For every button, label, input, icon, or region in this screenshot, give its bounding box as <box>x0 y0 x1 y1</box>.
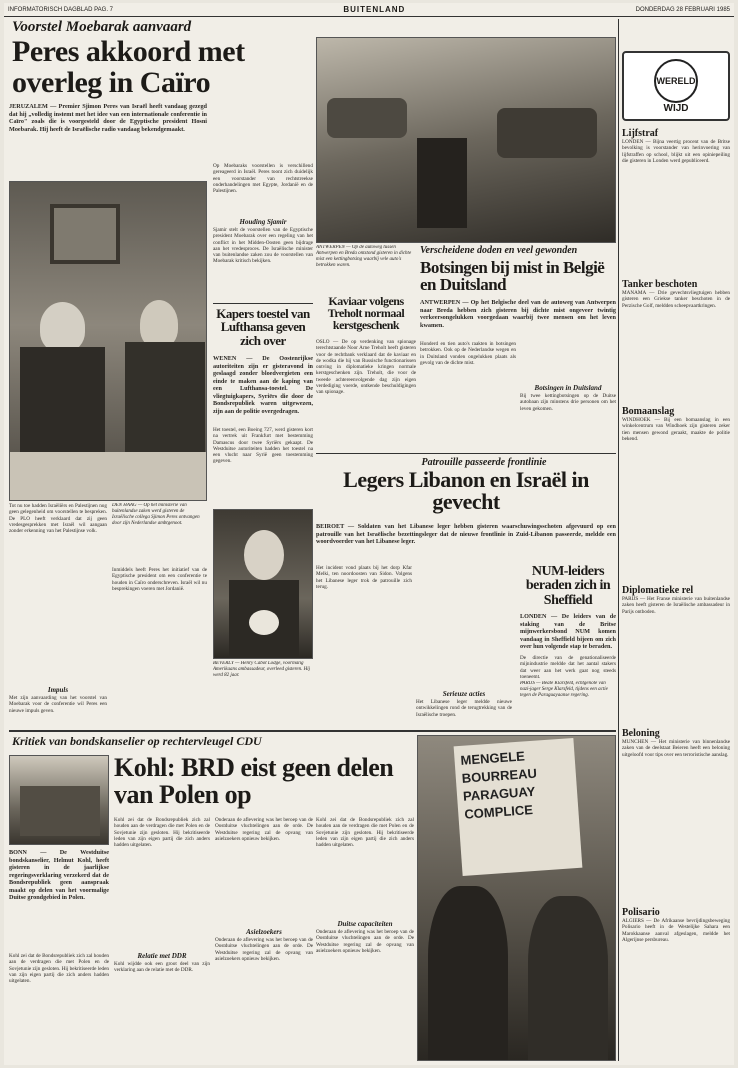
num-lead: LONDEN — De leiders van de staking van de Britse mijnwerkersbond NUM komen vandaag in Sheffield bijeen om zich over hun volgende stap te beraden. <box>520 613 616 650</box>
sidebar-news <box>622 125 730 1061</box>
peres-subhead-impuls: Impuls <box>47 686 69 694</box>
lodge-photo <box>213 509 313 659</box>
sidebar-item-text: LONDEN — Bijna veertig procent van de Britse bevolking is voorstander van herinvoering van lijfstraffen op school, blijkt uit een opiniepeiling die gisteren in Londen werd gepubliceerd. <box>622 139 730 164</box>
peres-lead: JERUZALEM — Premier Sjimon Peres van Israël heeft vandaag gezegd dat hij „volledig instemt met het idee van een internationale conferentie in Caïro" zoals die is voorgesteld door de Egyptische president Hosni Moebarak. Hij heeft de Israëlische radio vandaag bekendgemaakt. <box>9 103 207 133</box>
person-figure <box>417 138 467 228</box>
crash-photo <box>316 37 616 243</box>
kaviaar-body: OSLO — De op verdenking van spionage terechtstaande Noor Arne Treholt heeft gisteren voor de rechtbank verklaard dat de kaviaar en de wodka die hij van Russische functionarissen ontving in diplomatieke kringen normale kerstgeschenken zijn. Treholt, die voor de tweede achtereenvolgende dag zijn eigen verdediging voerde, ontkende beschuldigingen van spionage. <box>316 339 416 396</box>
sign-line: MENGELE <box>460 748 526 768</box>
sidebar-item <box>622 128 730 276</box>
kohl-headline: Kohl: BRD eist geen delen van Polen op <box>114 753 394 809</box>
kohl-body-col4: Kohl zei dat de Bondsrepubliek zich zal houden aan de verdragen die met Polen en de Sovjetunie zijn gesloten. Hij bekritiseerde leden van zijn eigen partij die zich anders hadden uitgelaten. <box>316 817 414 849</box>
person-body <box>20 347 105 457</box>
botsingen-subhead: Botsingen in Duitsland <box>534 384 602 392</box>
libanon-headline: Legers Libanon en Israël in gevecht <box>343 467 589 515</box>
sidebar-item <box>622 279 730 403</box>
peres-subhead: Houding Sjamir <box>239 218 287 226</box>
car <box>327 98 407 138</box>
sign-line: BOURREAU <box>461 765 538 786</box>
car <box>497 108 597 158</box>
lodge-caption: BEVERLY — Henry Cabot Lodge, voormalig Amerikaans ambassadeur, overleed gisteren. Hij werd 82 jaar. <box>213 661 311 678</box>
peres-body-col2c: Inmiddels heeft Peres het initiatief van de Egyptische president om een conferentie te houden in Caïro onderschreven. Israël wil nu besprekingen voeren met Jordanië. <box>112 567 207 592</box>
kapers-lead: WENEN — De Oostenrijkse autoriteiten zijn er gisteravond in geslaagd zonder bloedvergieten een einde te maken aan de kaping van een Lufthansa-toestel. De vliegtuigkapers, Syriërs die door de Bondsrepubliek waren uitgewezen, zijn aan de politie overgedragen. <box>213 355 313 415</box>
libanon-kicker: Patrouille passeerde frontlinie <box>421 457 547 468</box>
botsingen-body2: Bij twee kettingbotsingen op de Duitse autobaan zijn minstens drie personen om het leven gekomen. <box>520 393 616 412</box>
sidebar-item <box>622 406 730 582</box>
logo-bottom-text: WIJD <box>663 102 689 114</box>
running-head <box>4 3 734 17</box>
num-headline: NUM-leiders beraden zich in Sheffield <box>525 564 611 608</box>
running-head-left: INFORMATORISCH DAGBLAD PAG. 7 <box>8 6 114 13</box>
person-head <box>140 300 178 348</box>
sign-line: COMPLICE <box>463 801 534 822</box>
newspaper-page <box>4 3 734 1065</box>
botsingen-kicker: Verscheidene doden en veel gewonden <box>420 245 578 256</box>
sidebar-item-title: Lijfstraf <box>622 128 659 139</box>
botsingen-lead: ANTWERPEN — Op het Belgische deel van de autoweg van Antwerpen naar Breda hebben zich gisteren bij dichte mist ongeveer twintig verkeersongelukken voorgedaan waarbij twee mensen om het leven kwamen. <box>420 299 616 329</box>
running-head-date: DONDERDAG 28 FEBRUARI 1985 <box>635 6 730 13</box>
libanon-subhead: Serieuze acties <box>442 690 486 698</box>
botsingen-body: Honderd en tien auto's raakten in botsingen betrokken. Ook op de Nederlandse wegen en in Duitsland vonden ongelukken plaats als gevolg van de dichte mist. <box>420 341 516 366</box>
kohl-body: Kohl zei dat de Bondsrepubliek zich zal houden aan de verdragen die met Polen en de Sovjetunie zijn gesloten. Hij bekritiseerde leden van zijn eigen partij die zich anders hadden uitgelaten. <box>9 953 109 985</box>
kohl-body2: Kohl wijdde ook een groot deel van zijn verklaring aan de relatie met de DDR. <box>114 961 210 974</box>
sidebar-item-title: Tanker beschoten <box>622 279 698 290</box>
painting-frame <box>50 204 120 264</box>
sidebar-item-title: Polisario <box>622 907 660 918</box>
building <box>20 786 100 836</box>
sidebar-item <box>622 585 730 725</box>
peres-photo <box>9 181 207 501</box>
kohl-body4: Onderaan de aflevering was het beroep van de Oostduitse vluchtelingen aan de orde. De Westduitse regering zal de opvang van asielzoekers opnieuw bekijken. <box>316 929 414 954</box>
kohl-subhead-capaciteit: Duitse capaciteiten <box>337 920 393 928</box>
kohl-body-col2: Kohl zei dat de Bondsrepubliek zich zal houden aan de verdragen die met Polen en de Sovjetunie zijn gesloten. Hij bekritiseerde leden van zijn eigen partij die zich anders hadden uitgelaten. <box>114 817 210 849</box>
sidebar-item <box>622 907 730 1061</box>
person-figure <box>528 896 608 1061</box>
sidebar-item-title: Bomaanslag <box>622 406 675 417</box>
building-photo <box>9 755 109 845</box>
sidebar-item-text: MANAMA — Drie gevechtsvliegtuigen hebben gisteren een Griekse tanker beschoten in de Perzische Golf, meldden scheepvaartkringen. <box>622 290 730 309</box>
peres-headline: Peres akkoord met overleg in Caïro <box>12 35 245 99</box>
num-body: De directie van de genationaliseerde mijnindustrie meldde dat het aantal stakers dat weer aan het werk gaat nog steeds toeneemt. <box>520 655 616 680</box>
kohl-kicker: Kritiek van bondskanselier op rechtervleugel CDU <box>12 734 262 748</box>
sidebar-item-text: MÜNCHEN — Het ministerie van binnenlandse zaken van de deelstaat Beieren heeft een beloning uitgeloofd voor tips over een terroristische aanslag. <box>622 739 730 758</box>
botsingen-headline: Botsingen bij mist in België en Duitsland <box>420 258 605 295</box>
kohl-lead: BONN — De Westduitse bondskanselier, Helmut Kohl, heeft gisteren in de jaarlijkse regeringsverklaring verzekerd dat de Bondsrepubliek geen aanspraak maakt op delen van het voormalige Duitse grondgebied in Polen. <box>9 849 109 901</box>
sidebar-item-text: ALGIERS — De Afrikaanse bevrijdingsbeweging Polisario heeft in de Westelijke Sahara een Marokkaanse aanval afgeslagen, meldde het Algerijnse persbureau. <box>622 918 730 943</box>
sidebar-item-title: Beloning <box>622 728 660 739</box>
num-caption: PARIJS — Beate Klarsfeld, echtgenote van nazi-jager Serge Klarsfeld, tijdens een actie tegen de Paraguayaanse regering. <box>520 681 616 727</box>
sign-line: PARAGUAY <box>462 783 536 804</box>
globe-icon <box>654 59 698 103</box>
cat <box>249 610 279 635</box>
peres-body-col2b: Sjamir stelt de voorstellen van de Egyptische president Moebarak over een regeling van het conflict in het Midden-Oosten geen bijdrage aan het vredesproces. De Israëlische minister van buitenlandse zaken zou de voorstellen van Moebarak kritisch bekijken. <box>213 227 313 265</box>
kohl-subhead-asiel: Asielzoekers <box>246 928 282 936</box>
libanon-body: Het incident vond plaats bij het dorp Kfar Melki, ten noordoosten van Sidon. Volgens het Libanese leger trok de patrouille zich terug. <box>316 565 412 590</box>
protest-sign <box>454 738 583 876</box>
person-head <box>40 302 85 352</box>
kohl-body3: Onderaan de aflevering was het beroep van de Oostduitse vluchtelingen aan de orde. De Westduitse regering zal de opvang van asielzoekers opnieuw bekijken. <box>215 937 313 962</box>
peres-kicker: Voorstel Moebarak aanvaard <box>12 19 192 35</box>
person-head <box>244 530 284 580</box>
kapers-body: Het toestel, een Boeing 727, werd gisteren kort na vertrek uit Frankfurt met bestemming Damascus door twee Syriërs gekaapt. De Westduitse autoriteiten hadden het toestel na een vlucht naar Syrië geen toestemming gegeven. <box>213 427 313 465</box>
peres-body-col1b: Met zijn aanvaarding van het voorstel van Moebarak voor de conferentie wil Peres een nieuwe impuls geven. <box>9 695 107 714</box>
kohl-body-col3: Onderaan de aflevering was het beroep van de Oostduitse vluchtelingen aan de orde. De Westduitse regering zal de opvang van asielzoekers opnieuw bekijken. <box>215 817 313 842</box>
person-figure <box>428 886 508 1061</box>
peres-body-col2: Op Moebaraks voorstellen is verschillend gereageerd in Israël. Peres toont zich duidelijk een voorstander van rechtstreekse onderhandelingen met Egypte, Jordanië en de Palestijnen. <box>213 163 313 195</box>
peres-body-col1: Tot nu toe hadden Israëliërs en Palestijnen nog geen gelegenheid om voorstellen te bespreken. De PLO heeft verklaard dat zij geen vredesgesprekken met Israël wil aangaan zonder erkenning van het Palestijnse volk. <box>9 503 107 535</box>
sidebar-item-text: WINDHOEK — Bij een bomaanslag in een winkelcentrum van Windhoek zijn gisteren zeker tien mensen gewond geraakt, maakte de politie bekend. <box>622 417 730 442</box>
libanon-body2: Het Libanese leger meldde nieuwe ontwikkelingen rond de terugtrekking van de Israëlische troepen. <box>416 699 512 718</box>
flowers <box>10 452 207 501</box>
libanon-lead: BEIROET — Soldaten van het Libanese leger hebben gisteren waarschuwingsschoten afgevuurd op een patrouille van het Israëlische bezettingsleger dat de nieuwe frontlinie in Zuid-Libanon passeerde, meldde een woordvoerder van het Libanese leger. <box>316 523 616 545</box>
protest-photo <box>417 735 616 1061</box>
kaviaar-caption: ANTWERPEN — Op de autoweg tussen Antwerpen en Breda ontstond gisteren in dichte mist een kettingbotsing waarbij vele auto's betrokken waren. <box>316 245 412 268</box>
section-name: BUITENLAND <box>343 5 406 14</box>
kapers-headline: Kapers toestel van Lufthansa geven zich over <box>216 306 310 348</box>
sidebar-item <box>622 728 730 904</box>
sidebar-item-title: Diplomatieke rel <box>622 585 694 596</box>
kohl-subhead-ddr: Relatie met DDR <box>137 952 187 960</box>
sidebar-item-text: PARIJS — Het Franse ministerie van buitenlandse zaken heeft gisteren de Israëlische ambassadeur in Parijs ontboden. <box>622 596 730 615</box>
peres-caption: DEN HAAG — Op het ministerie van buitenlandse zaken werd gisteren de Israëlische collega Sjimon Peres ontvangen door zijn Nederlandse ambtgenoot. <box>112 503 200 526</box>
person-body <box>125 342 205 457</box>
logo-top-text: WERELD <box>656 75 696 86</box>
kaviaar-headline: Kaviaar volgens Treholt normaal kerstgeschenk <box>327 294 405 333</box>
wereld-wijd-logo <box>622 51 730 121</box>
